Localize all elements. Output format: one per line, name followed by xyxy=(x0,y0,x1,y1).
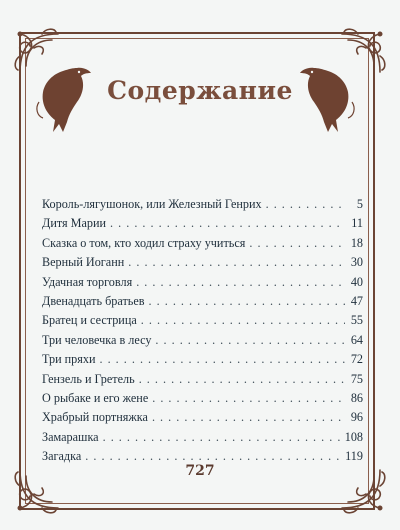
toc-leader-dots xyxy=(139,370,345,389)
toc-entry-page: 119 xyxy=(345,449,363,464)
toc-leader-dots xyxy=(152,389,345,408)
toc-entry-title: Сказка о том, кто ходил страху учиться xyxy=(42,235,246,250)
toc-leader-dots xyxy=(249,234,345,253)
toc-entry[interactable] xyxy=(42,292,363,311)
toc-entry-page: 47 xyxy=(350,293,363,308)
toc-leader-dots xyxy=(99,350,345,369)
toc-entry[interactable] xyxy=(42,370,363,389)
toc-entry-title: Замарашка xyxy=(42,429,99,444)
toc-entry[interactable] xyxy=(42,350,363,369)
toc-leader-dots xyxy=(149,292,345,311)
toc-entry-page: 30 xyxy=(350,255,363,270)
toc-entry-title: Три человечка в лесу xyxy=(42,332,152,347)
table-of-contents xyxy=(42,195,363,466)
toc-leader-dots xyxy=(155,331,345,350)
toc-leader-dots xyxy=(141,311,345,330)
toc-entry[interactable] xyxy=(42,311,363,330)
toc-leader-dots xyxy=(152,408,345,427)
toc-entry-title: О рыбаке и его жене xyxy=(42,390,149,405)
toc-entry[interactable] xyxy=(42,273,363,292)
toc-entry-title: Гензель и Гретель xyxy=(42,371,135,386)
toc-entry-page: 11 xyxy=(351,216,363,231)
toc-entry-title: Загадка xyxy=(42,449,82,464)
toc-entry-title: Верный Иоганн xyxy=(42,255,125,270)
page-title: Содержание xyxy=(107,76,293,105)
toc-entry-title: Братец и сестрица xyxy=(42,313,137,328)
toc-entry[interactable] xyxy=(42,331,363,350)
toc-entry-title: Три пряхи xyxy=(42,352,96,367)
toc-entry[interactable] xyxy=(42,408,363,427)
page-number: 727 xyxy=(185,463,215,479)
toc-leader-dots xyxy=(266,195,345,214)
toc-entry[interactable] xyxy=(42,195,363,214)
toc-entry[interactable] xyxy=(42,214,363,233)
toc-entry-page: 18 xyxy=(350,235,363,250)
toc-entry-page: 96 xyxy=(350,410,363,425)
toc-entry[interactable] xyxy=(42,389,363,408)
toc-entry-title: Дитя Марии xyxy=(42,216,107,231)
toc-entry-page: 72 xyxy=(350,352,363,367)
toc-entry-title: Удачная торговля xyxy=(42,274,133,289)
toc-entry-title: Король-лягушонок, или Железный Генрих xyxy=(42,197,262,211)
toc-entry-title: Храбрый портняжка xyxy=(42,410,148,425)
toc-leader-dots xyxy=(110,214,345,233)
toc-entry[interactable] xyxy=(42,234,363,253)
toc-leader-dots xyxy=(103,428,341,447)
toc-entry[interactable] xyxy=(42,428,363,447)
toc-entry-page: 75 xyxy=(350,371,363,386)
toc-leader-dots xyxy=(136,273,345,292)
toc-entry-page: 55 xyxy=(350,313,363,328)
toc-entry[interactable] xyxy=(42,253,363,272)
toc-entry-page: 86 xyxy=(350,390,363,405)
toc-entry-page: 5 xyxy=(356,197,363,211)
toc-leader-dots xyxy=(128,253,345,272)
toc-entry-page: 64 xyxy=(350,332,363,347)
toc-entry-page: 108 xyxy=(344,429,363,444)
toc-entry-page: 40 xyxy=(350,274,363,289)
toc-entry-title: Двенадцать братьев xyxy=(42,293,145,308)
